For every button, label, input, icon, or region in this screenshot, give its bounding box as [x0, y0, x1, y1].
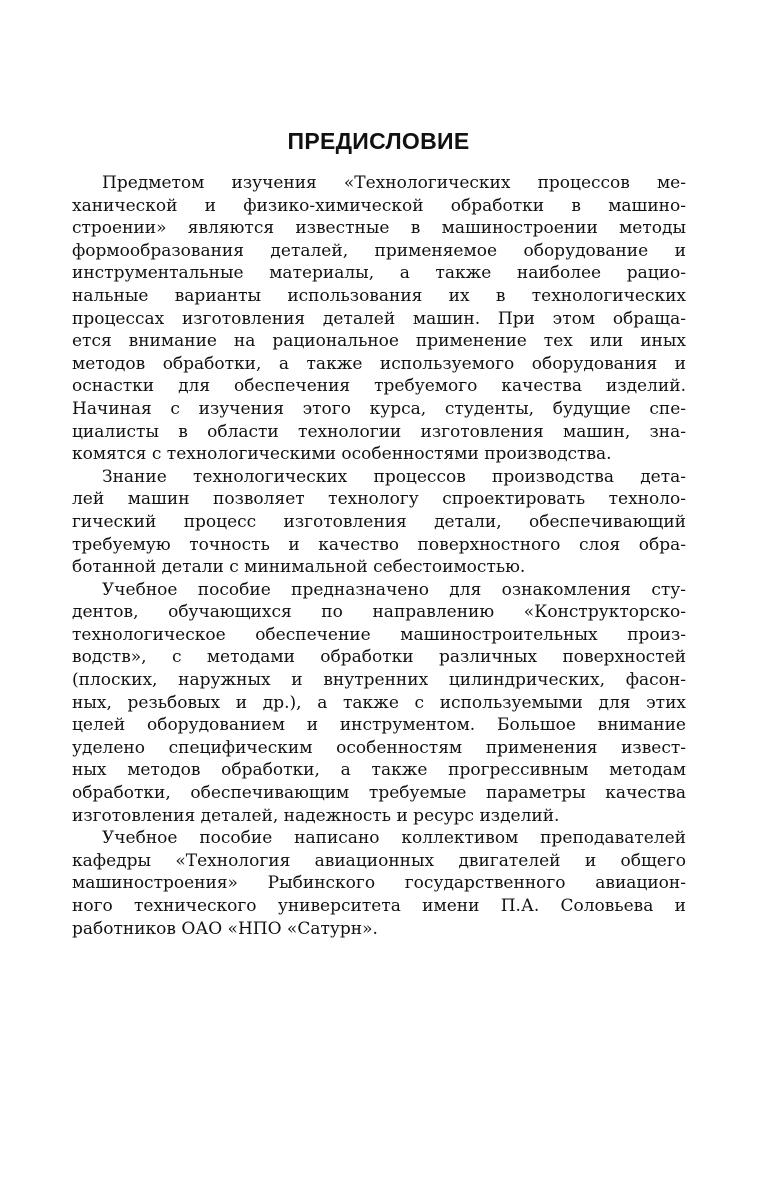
text-line: машиностроения» Рыбинского государственного авиацион- [72, 873, 686, 894]
text-line: ется внимание на рациональное применение тех или иных [72, 331, 686, 352]
text-line: изготовления деталей, надежность и ресурс изделий. [72, 805, 560, 826]
text-line: требуемую точность и качество поверхностного слоя обра- [72, 534, 686, 555]
text-line: циалисты в области технологии изготовления машин, зна- [72, 421, 686, 442]
text-line: уделено специфическим особенностям применения извест- [72, 737, 686, 758]
text-line: лей машин позволяет технологу спроектировать техноло- [72, 489, 686, 510]
preface-body [72, 172, 686, 940]
text-line: работников ОАО «НПО «Сатурн». [72, 918, 378, 939]
text-line: (плоских, наружных и внутренних цилиндрических, фасон- [72, 670, 686, 691]
text-line: Предметом изучения «Технологических процессов ме- [102, 173, 686, 193]
text-line: комятся с технологическими особенностями производства. [72, 444, 612, 465]
text-line: оснастки для обеспечения требуемого качества изделий. [72, 376, 686, 397]
text-line: Начиная с изучения этого курса, студенты, будущие спе- [72, 398, 686, 419]
text-line: Учебное пособие написано коллективом преподавателей [102, 828, 686, 849]
text-line: обработки, обеспечивающим требуемые параметры качества [72, 783, 686, 804]
text-line: процессах изготовления деталей машин. При этом обраща- [72, 308, 686, 329]
text-line: методов обработки, а также используемого оборудования и [72, 353, 686, 374]
text-line: ного технического университета имени П.А. Соловьева и [72, 896, 686, 916]
text-line: нальные варианты использования их в технологических [72, 285, 686, 306]
text-line: дентов, обучающихся по направлению «Конструкторско- [72, 602, 686, 623]
text-line: гический процесс изготовления детали, обеспечивающий [72, 511, 686, 532]
text-line: технологическое обеспечение машиностроительных произ- [72, 624, 686, 645]
page-title: ПРЕДИСЛОВИЕ [287, 128, 470, 154]
text-line: ботанной детали с минимальной себестоимостью. [72, 557, 526, 578]
text-line: целей оборудованием и инструментом. Большое внимание [72, 715, 686, 736]
text-line: водств», с методами обработки различных поверхностей [72, 647, 686, 668]
text-line: ханической и физико-химической обработки в машино- [72, 195, 686, 216]
text-line: формообразования деталей, применяемое оборудование и [72, 240, 686, 261]
text-line: строении» являются известные в машиностроении методы [72, 218, 686, 239]
text-line: Учебное пособие предназначено для ознакомления сту- [102, 579, 686, 600]
text-line: ных методов обработки, а также прогрессивным методам [72, 760, 686, 781]
text-line: ных, резьбовых и др.), а также с используемыми для этих [72, 692, 686, 713]
text-line: кафедры «Технология авиационных двигателей и общего [72, 850, 686, 871]
text-line: инструментальные материалы, а также наиболее рацио- [72, 263, 686, 284]
text-line: Знание технологических процессов производства дета- [102, 466, 686, 487]
